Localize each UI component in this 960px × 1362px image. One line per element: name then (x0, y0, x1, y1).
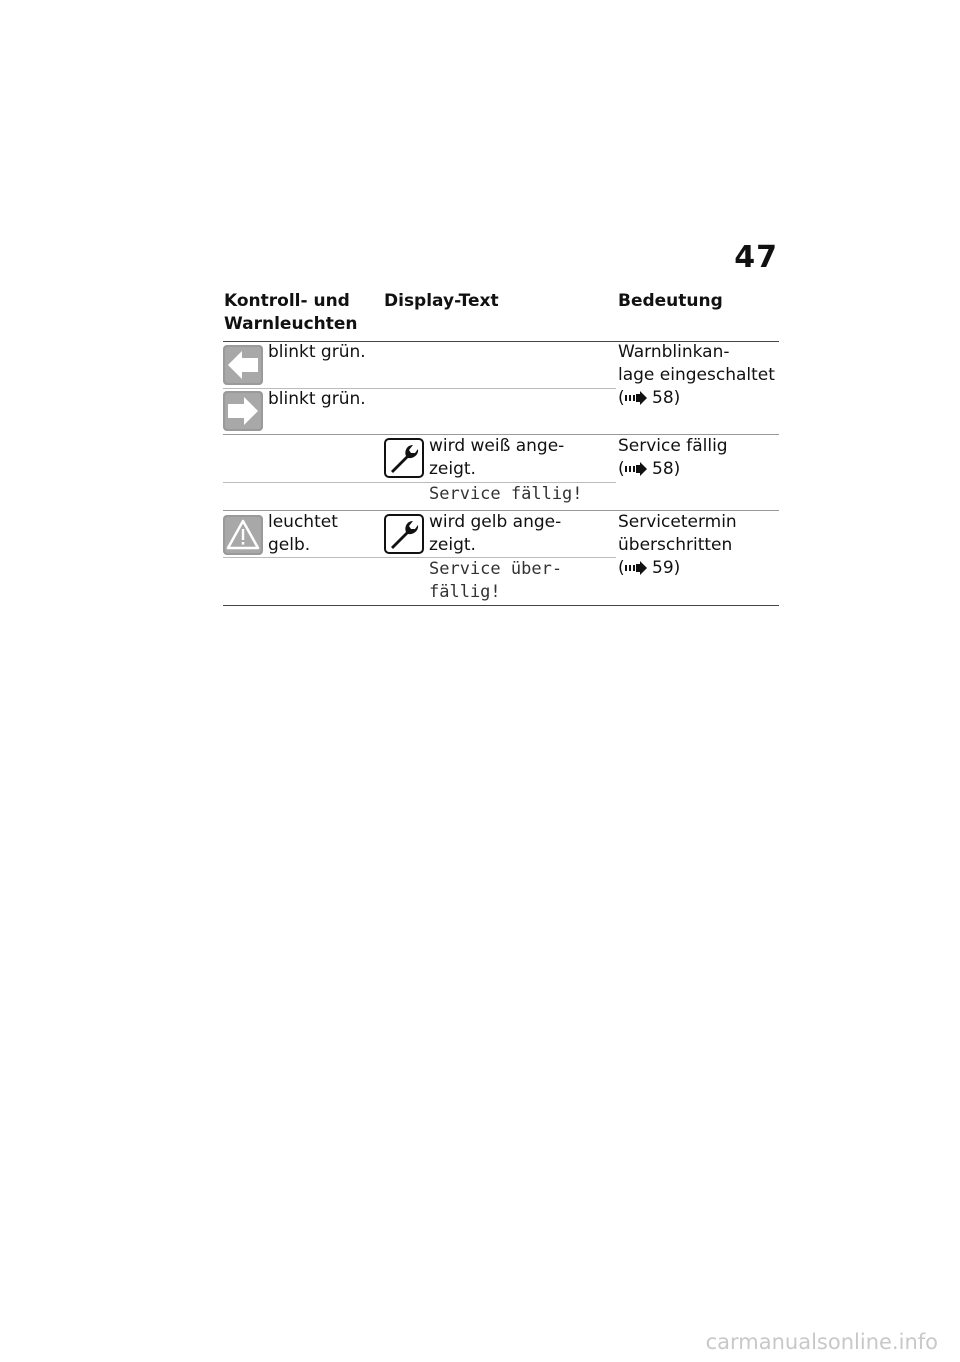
row3-ref-page: 59) (652, 558, 681, 578)
row3-lamp-line2: gelb. (268, 535, 311, 555)
header-display-text: Display-Text (384, 291, 499, 311)
row1-ref-open: ( (618, 388, 625, 408)
wrench-icon (384, 514, 424, 554)
row1-meaning-line1: Warnblinkan- (618, 342, 730, 362)
row3-display-code (429, 558, 562, 604)
row2-meaning-line1: Service fällig (618, 436, 728, 456)
page-number: 47 (734, 240, 778, 275)
row1-reference (618, 387, 775, 410)
row3-meaning (618, 511, 737, 580)
row3-ref-open: ( (618, 558, 625, 578)
row3-display-line1: wird gelb ange- (429, 512, 562, 532)
footer-watermark: carmanualsonline.info (705, 1330, 938, 1354)
row2-reference (618, 458, 728, 481)
row3-display-line2: zeigt. (429, 535, 476, 555)
row1-ref-page: 58) (652, 388, 681, 408)
table-bottom-rule (223, 605, 779, 606)
row2-display-text (429, 435, 564, 481)
row2-ref-open: ( (618, 459, 625, 479)
row1-meaning-line2: lage eingeschaltet (618, 365, 775, 385)
row2-ref-page: 58) (652, 459, 681, 479)
turn-signal-right-icon (223, 391, 263, 431)
row2-display-code: Service fällig! (429, 484, 583, 504)
row3-meaning-line2: überschritten (618, 535, 733, 555)
row1-right-status: blinkt grün. (268, 389, 366, 409)
header-col1-line1: Kontroll- und (224, 291, 350, 311)
wrench-icon (384, 438, 424, 478)
row2-meaning (618, 435, 728, 481)
header-kontroll-warnleuchten (224, 290, 358, 336)
page-reference-arrow-icon (625, 391, 647, 405)
turn-signal-left-icon (223, 345, 263, 385)
row3-display-code-line2: fällig! (429, 582, 501, 602)
header-bedeutung: Bedeutung (618, 291, 723, 311)
row1-left-status: blinkt grün. (268, 342, 366, 362)
row3-display-code-line1: Service über- (429, 559, 563, 579)
row3-reference (618, 557, 737, 580)
row3-display-text (429, 511, 561, 557)
row3-lamp-status (268, 511, 338, 557)
row3-meaning-line1: Servicetermin (618, 512, 737, 532)
page-reference-arrow-icon (625, 462, 647, 476)
row2-display-line1: wird weiß ange- (429, 436, 565, 456)
header-col1-line2: Warnleuchten (224, 314, 358, 334)
row1-meaning (618, 341, 775, 410)
row3-lamp-line1: leuchtet (268, 512, 338, 532)
warning-triangle-icon (223, 515, 263, 555)
row2-display-line2: zeigt. (429, 459, 476, 479)
page-reference-arrow-icon (625, 561, 647, 575)
